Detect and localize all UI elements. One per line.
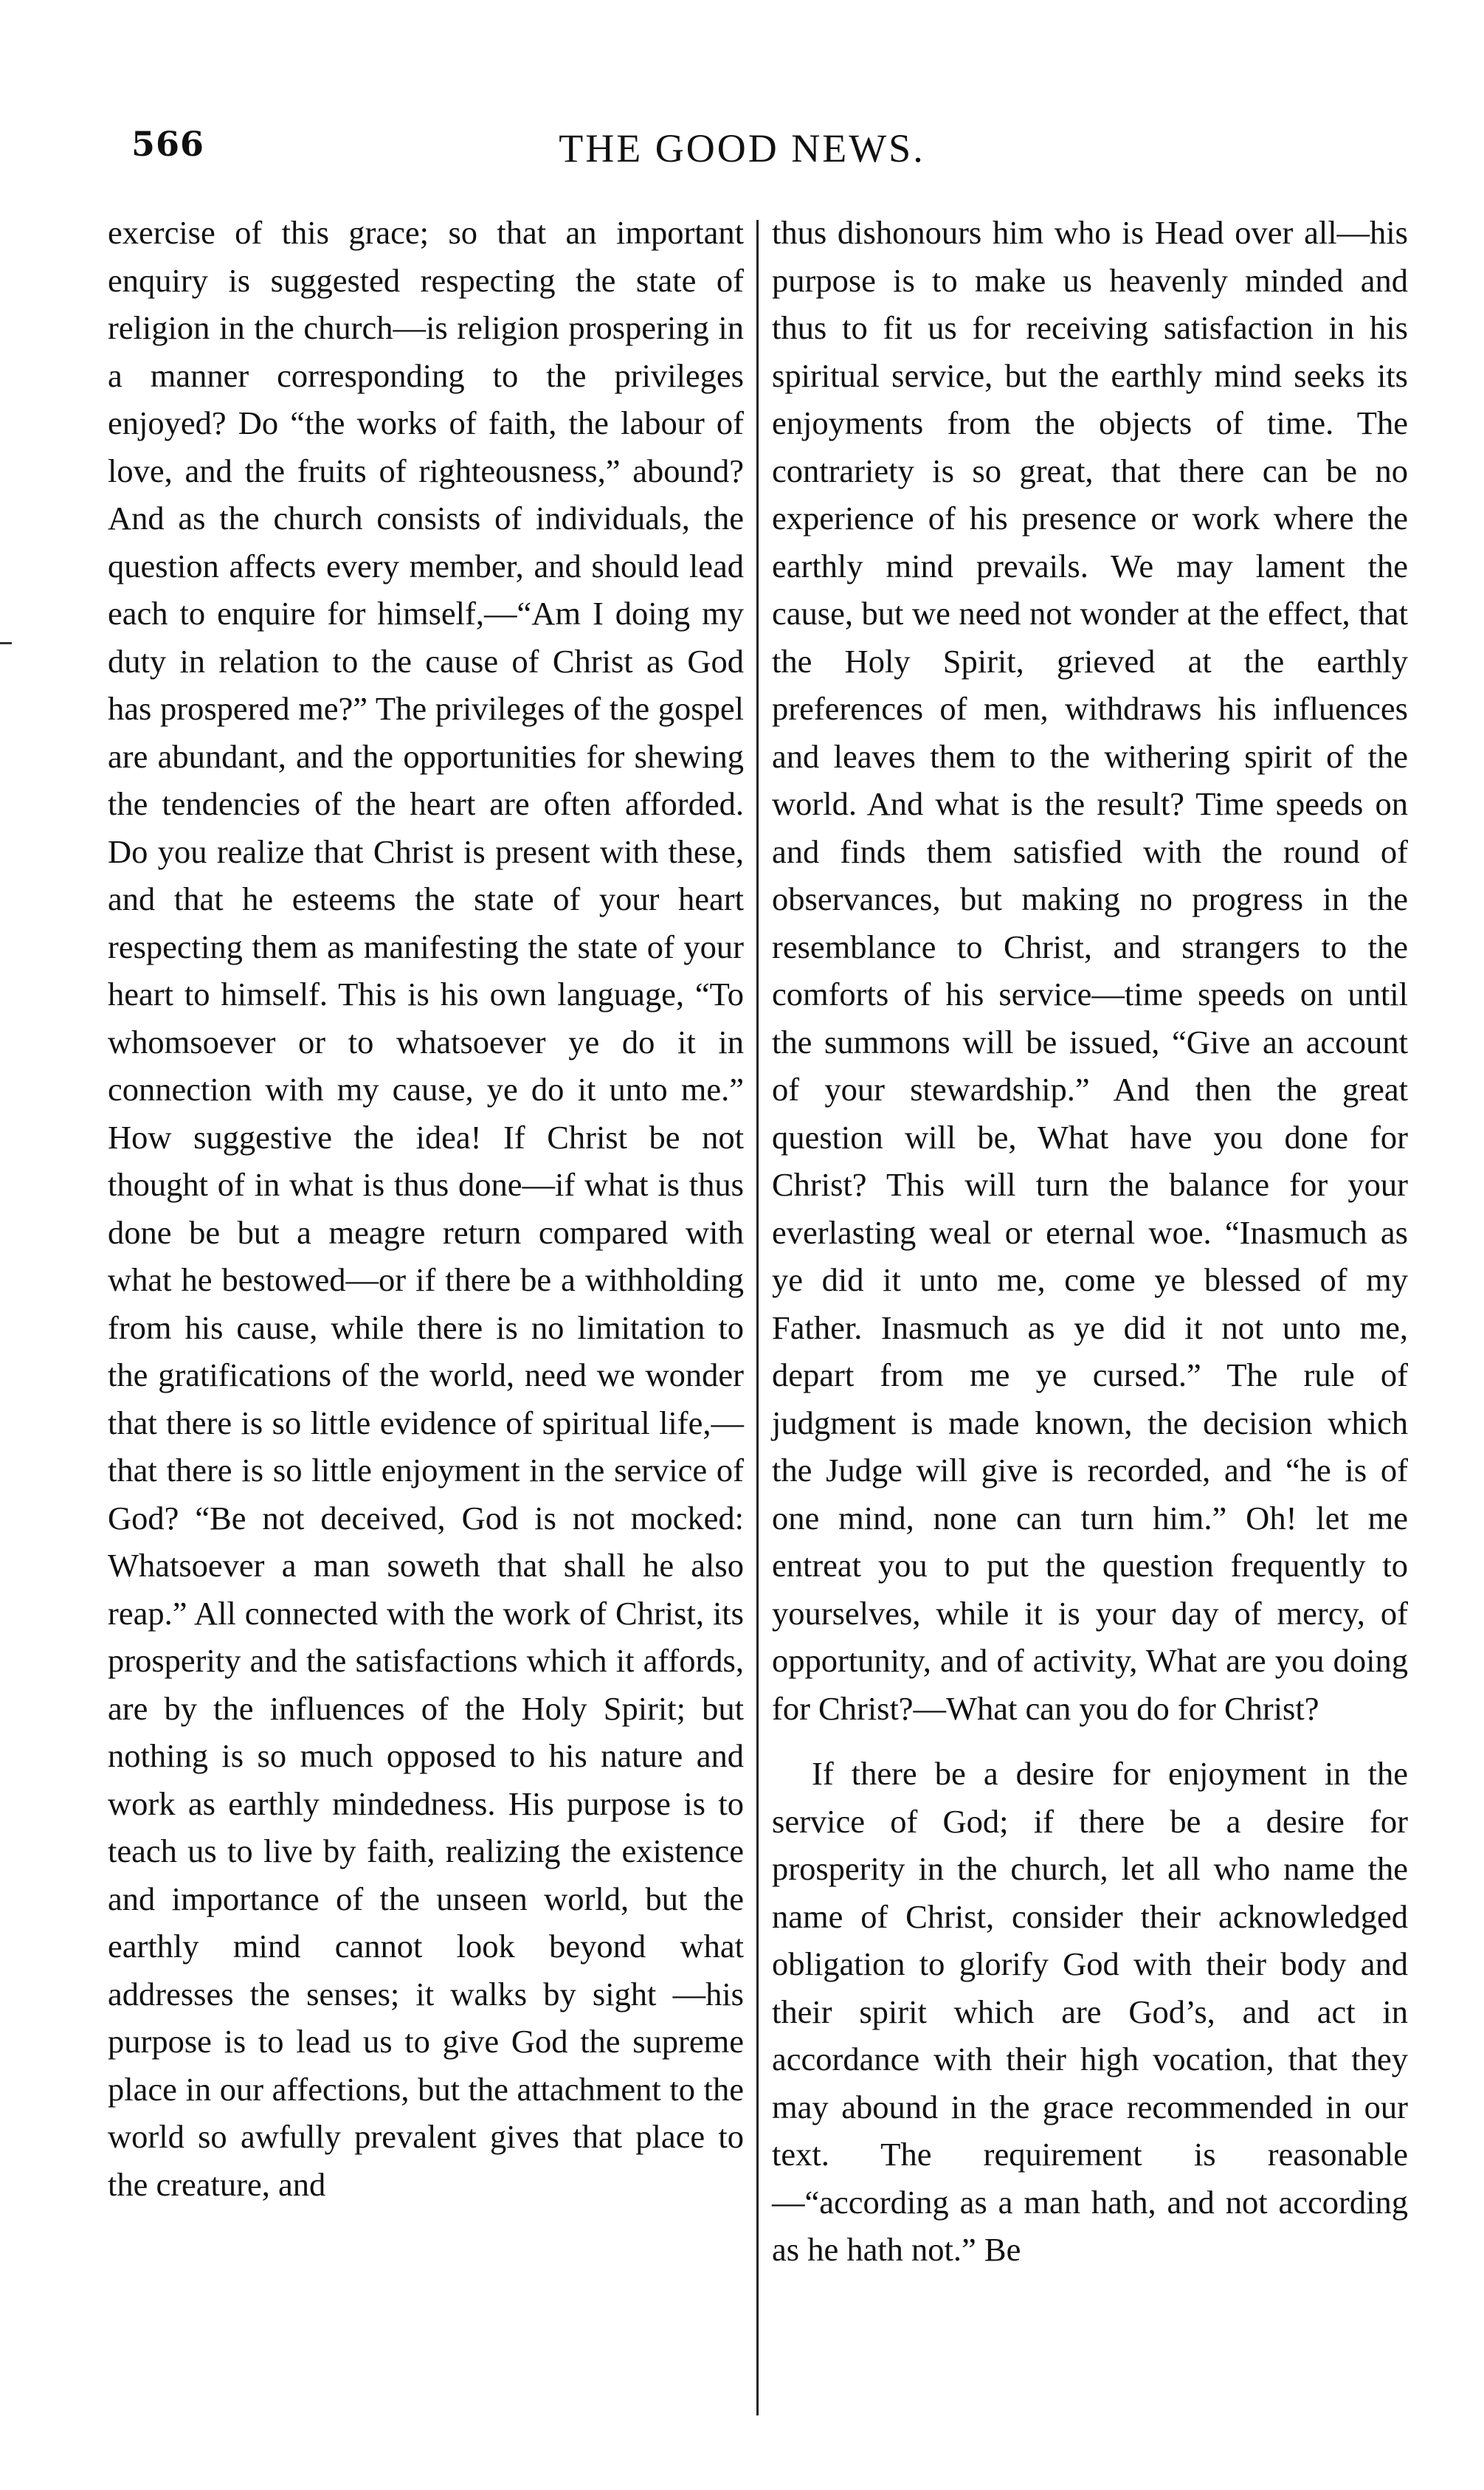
left-column	[108, 209, 744, 2208]
running-title: THE GOOD NEWS.	[559, 126, 925, 170]
column-rule	[756, 220, 759, 2415]
margin-mark	[0, 642, 12, 644]
left-paragraph: exercise of this grace; so that an important enquiry is suggested respecting the state of religion in the church—is religion prospering in a manner corresponding to the privileges enjoyed? Do “the works of faith, the labour of love, and the fruits of righteousness,” abound? And as the church consists of individuals, the question affects every member, and should lead each to enquire for himself,—“Am I doing my duty in relation to the cause of Christ as God has prospered me?” The privileges of the gospel are abundant, and the opportunities for shewing the tendencies of the heart are often afforded. Do you realize that Christ is present with these, and that he esteems the state of your heart respecting them as manifesting the state of your heart to himself. This is his own language, “To whomsoever or to whatsoever ye do it in connection with my cause, ye do it unto me.” How suggestive the idea! If Christ be not thought of in what is thus done—if what is thus done be but a meagre return compared with what he bestowed—or if there be a withholding from his cause, while there is no limitation to the gratifications of the world, need we wonder that there is so little evidence of spiritual life,—that there is so little enjoyment in the service of God? “Be not deceived, God is not mocked: Whatsoever a man soweth that shall he also reap.” All connected with the work of Christ, its prosperity and the satisfactions which it affords, are by the influences of the Holy Spirit; but nothing is so much opposed to his nature and work as earthly mindedness. His purpose is to teach us to live by faith, realizing the existence and importance of the unseen world, but the earthly mind cannot look beyond what addresses the senses; it walks by sight —his purpose is to lead us to give God the supreme place in our affections, but the attachment to the world so awfully prevalent gives that place to the creature, and	[108, 214, 744, 2203]
right-paragraph: thus dishonours him who is Head over all—his purpose is to make us heavenly minded and thus to fit us for receiving satisfaction in his spiritual service, but the earthly mind seeks its enjoyments from the objects of time. The contrariety is so great, that there can be no experience of his presence or work where the earthly mind prevails. We may lament the cause, but we need not wonder at the effect, that the Holy Spirit, grieved at the earthly preferences of men, withdraws his influences and leaves them to the withering spirit of the world. And what is the result? Time speeds on and finds them satisfied with the round of observances, but making no progress in the resemblance to Christ, and strangers to the comforts of his service—time speeds on until the summons will be issued, “Give an account of your stewardship.” And then the great question will be, What have you done for Christ? This will turn the balance for your everlasting weal or eternal woe. “Inasmuch as ye did it unto me, come ye blessed of my Father. Inasmuch as ye did it not unto me, depart from me ye cursed.” The rule of judgment is made known, the decision which the Judge will give is recorded, and “he is of one mind, none can turn him.” Oh! let me entreat you to put the question frequently to yourselves, while it is your day of mercy, of opportunity, and of activity, What are you doing for Christ?—What can you do for Christ?	[772, 214, 1408, 1727]
right-paragraph-2: If there be a desire for enjoyment in the service of God; if there be a desire for prosperity in the church, let all who name the name of Christ, consider their acknowledged obligation to glorify God with their body and their spirit which are God’s, and act in accordance with their high vocation, that they may abound in the grace recommended in our text. The requirement is reasonable—“according as a man hath, and not according as he hath not.” Be	[772, 1755, 1408, 2268]
right-column	[772, 209, 1408, 2274]
page-number: 566	[131, 124, 205, 164]
